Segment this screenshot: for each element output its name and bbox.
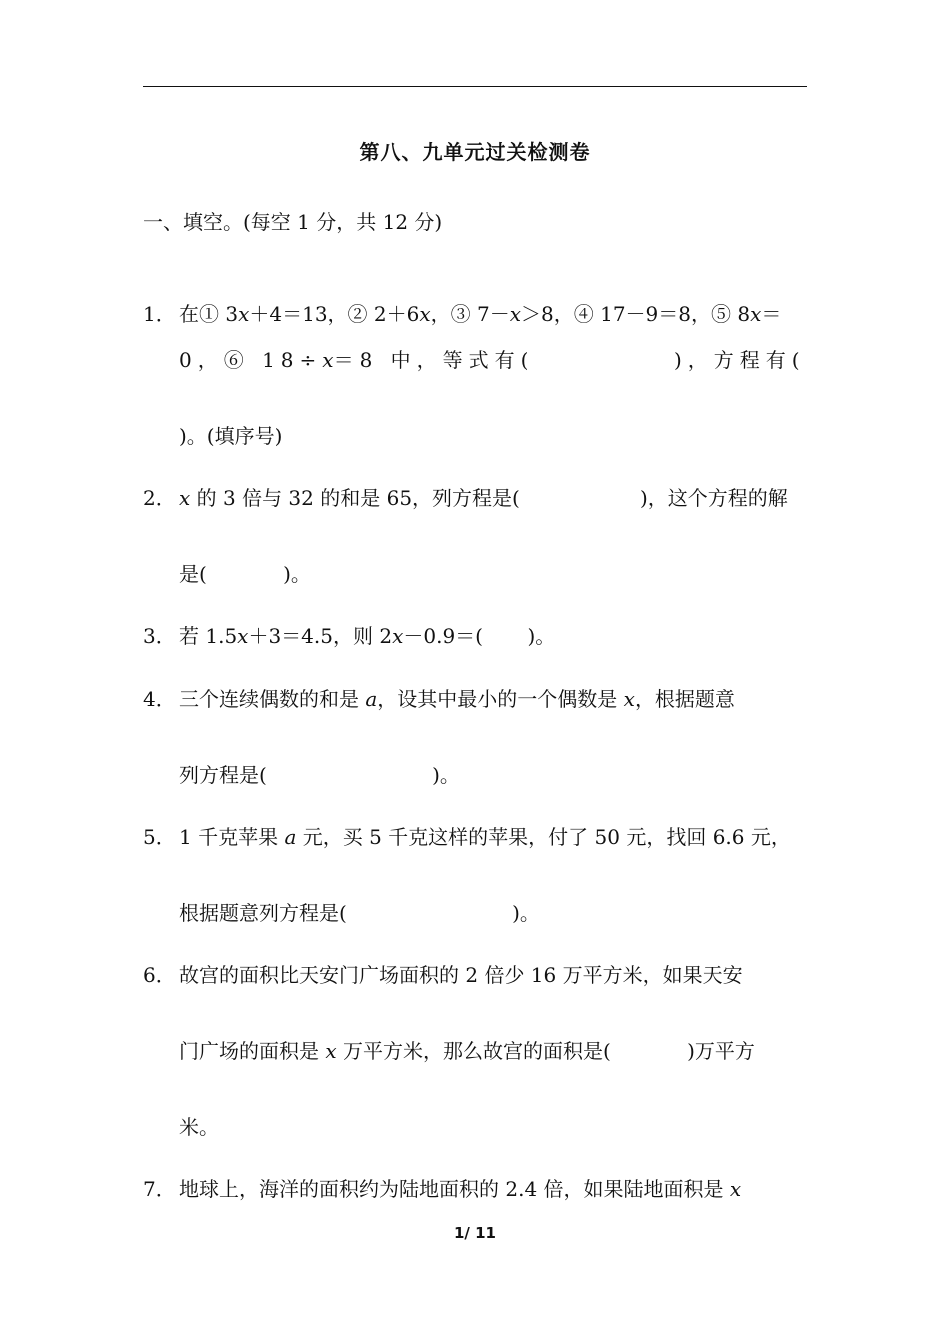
question-4-number: 4． — [143, 687, 176, 711]
question-6-line-2: 门广场的面积是 x 万平方米，那么故宫的面积是( )万平方 — [179, 1039, 755, 1063]
question-6-line-1: 故宫的面积比天安门广场面积的 2 倍少 16 万平方米，如果天安 — [179, 963, 743, 987]
question-6-number: 6． — [143, 963, 176, 987]
question-5-line-2: 根据题意列方程是( )。 — [179, 901, 540, 925]
section-heading: 一、填空。(每空 1 分，共 12 分) — [143, 210, 443, 234]
question-2-line-2: 是( )。 — [179, 562, 311, 586]
question-4-line-2: 列方程是( )。 — [179, 763, 460, 787]
question-7-number: 7． — [143, 1177, 176, 1201]
question-5-number: 5． — [143, 825, 176, 849]
question-6-line-3: 米。 — [179, 1115, 219, 1139]
question-7-line-1: 地球上，海洋的面积约为陆地面积的 2.4 倍，如果陆地面积是 x — [179, 1177, 742, 1201]
question-1-line-2-end: )，方程有( — [674, 348, 806, 372]
page-number: 1/ 11 — [453, 1224, 496, 1242]
question-3-line-1: 若 1.5x＋3＝4.5，则 2x－0.9＝( )。 — [179, 624, 556, 648]
question-1-line-2: 0，⑥ 18÷x＝8 中，等式有( — [179, 348, 535, 372]
question-3-number: 3． — [143, 624, 176, 648]
question-2-line-1: x 的 3 倍与 32 的和是 65，列方程是( — [179, 486, 520, 510]
question-1-line-1: 在① 3x＋4＝13，② 2＋6x，③ 7－x＞8，④ 17－9＝8，⑤ 8x＝ — [179, 302, 782, 326]
question-5-line-1: 1 千克苹果 a 元，买 5 千克这样的苹果，付了 50 元，找回 6.6 元， — [179, 825, 791, 849]
question-1-line-3: )。(填序号) — [179, 424, 283, 448]
question-1-number: 1． — [143, 302, 176, 326]
header-rule — [143, 86, 807, 87]
page-title: 第八、九单元过关检测卷 — [359, 140, 591, 164]
question-4-line-1: 三个连续偶数的和是 a，设其中最小的一个偶数是 x，根据题意 — [179, 687, 735, 711]
question-2-line-1-end: )，这个方程的解 — [640, 486, 788, 510]
question-2-number: 2． — [143, 486, 176, 510]
